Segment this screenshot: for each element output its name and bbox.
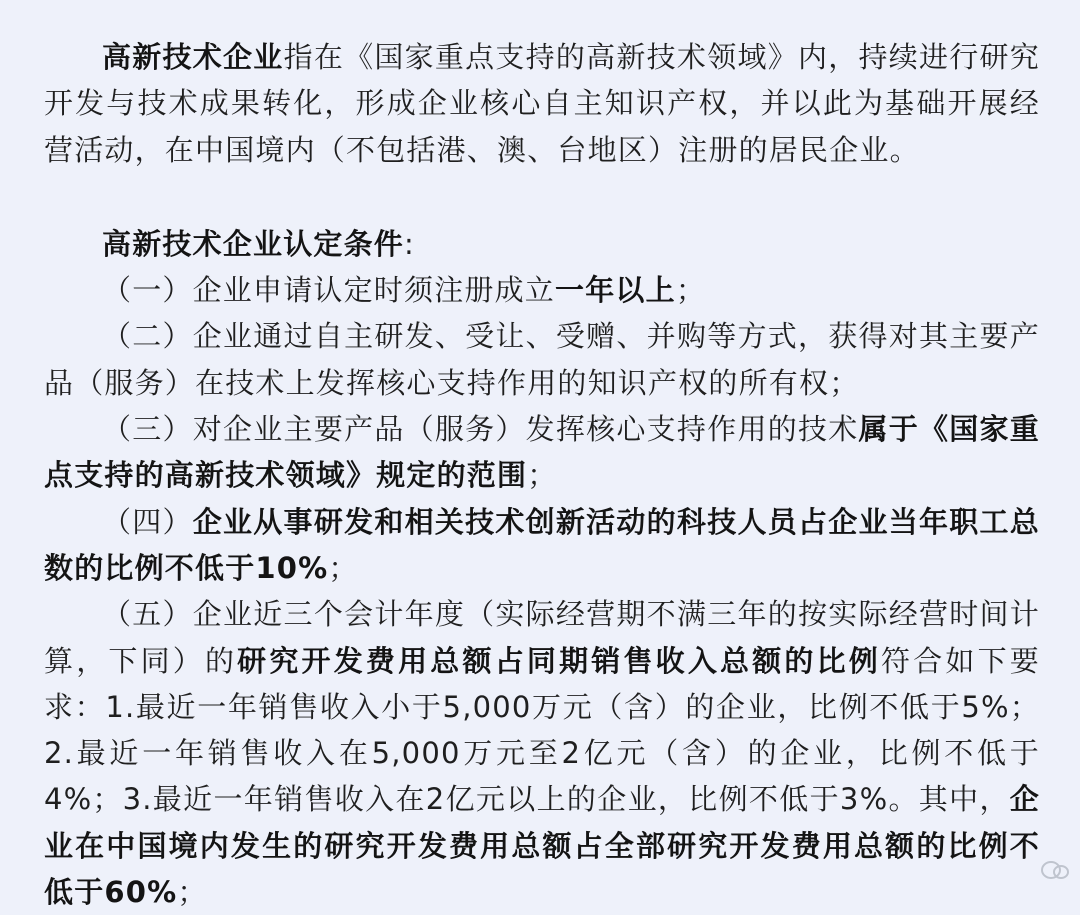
watermark-icon <box>1040 859 1070 881</box>
intro-paragraph <box>44 34 1040 173</box>
condition-2 <box>44 313 1040 406</box>
condition-4-end: ； <box>328 550 359 585</box>
condition-1 <box>44 267 1040 313</box>
condition-3-end: ； <box>527 458 558 493</box>
intro-term: 高新技术企业 <box>102 40 284 74</box>
conditions-heading <box>44 221 1040 267</box>
condition-1-end: ； <box>675 273 707 308</box>
condition-3 <box>44 406 1040 499</box>
condition-5-requirements: 符合如下要求：1.最近一年销售收入小于5,000万元（含）的企业，比例不低于5%；2.最近一年销售收入在5,000万元至2亿元（含）的企业，比例不低于4%；3.最近一年销售收入在2亿元以上的企业，比例不低于3%。其中， <box>44 643 1040 817</box>
condition-5 <box>44 591 1040 915</box>
conditions-heading-colon: : <box>404 226 415 261</box>
condition-2-text: （二）企业通过自主研发、受让、受赠、并购等方式，获得对其主要产品（服务）在技术上发挥核心支持作用的知识产权的所有权； <box>44 319 1040 400</box>
condition-5-emphasis: 研究开发费用总额占同期销售收入总额的比例 <box>237 643 882 678</box>
condition-4-text: （四） <box>102 504 193 539</box>
conditions-heading-text: 高新技术企业认定条件 <box>102 226 405 261</box>
condition-5-emphasis-2: 企业在中国境内发生的研究开发费用总额占全部研究开发费用总额的比例不低于60% <box>44 782 1040 910</box>
condition-5-text: （五）企业近三个会计年度（实际经营期不满三年的按实际经营时间计算，下同）的 <box>44 597 1040 678</box>
condition-4-emphasis: 企业从事研发和相关技术创新活动的科技人员占企业当年职工总数的比例不低于10% <box>44 504 1040 585</box>
intro-text: 指在《国家重点支持的高新技术领域》内，持续进行研究开发与技术成果转化，形成企业核心自主知识产权，并以此为基础开展经营活动，在中国境内（不包括港、澳、台地区）注册的居民企业。 <box>44 40 1040 167</box>
paragraph-gap <box>44 173 1040 221</box>
condition-1-emphasis: 一年以上 <box>555 273 676 308</box>
condition-3-emphasis: 属于《国家重点支持的高新技术领域》规定的范围 <box>44 412 1040 493</box>
condition-3-text: （三）对企业主要产品（服务）发挥核心支持作用的技术 <box>102 412 859 447</box>
condition-4 <box>44 499 1040 592</box>
condition-5-end: ； <box>177 875 208 910</box>
condition-1-text: （一）企业申请认定时须注册成立 <box>102 273 556 308</box>
